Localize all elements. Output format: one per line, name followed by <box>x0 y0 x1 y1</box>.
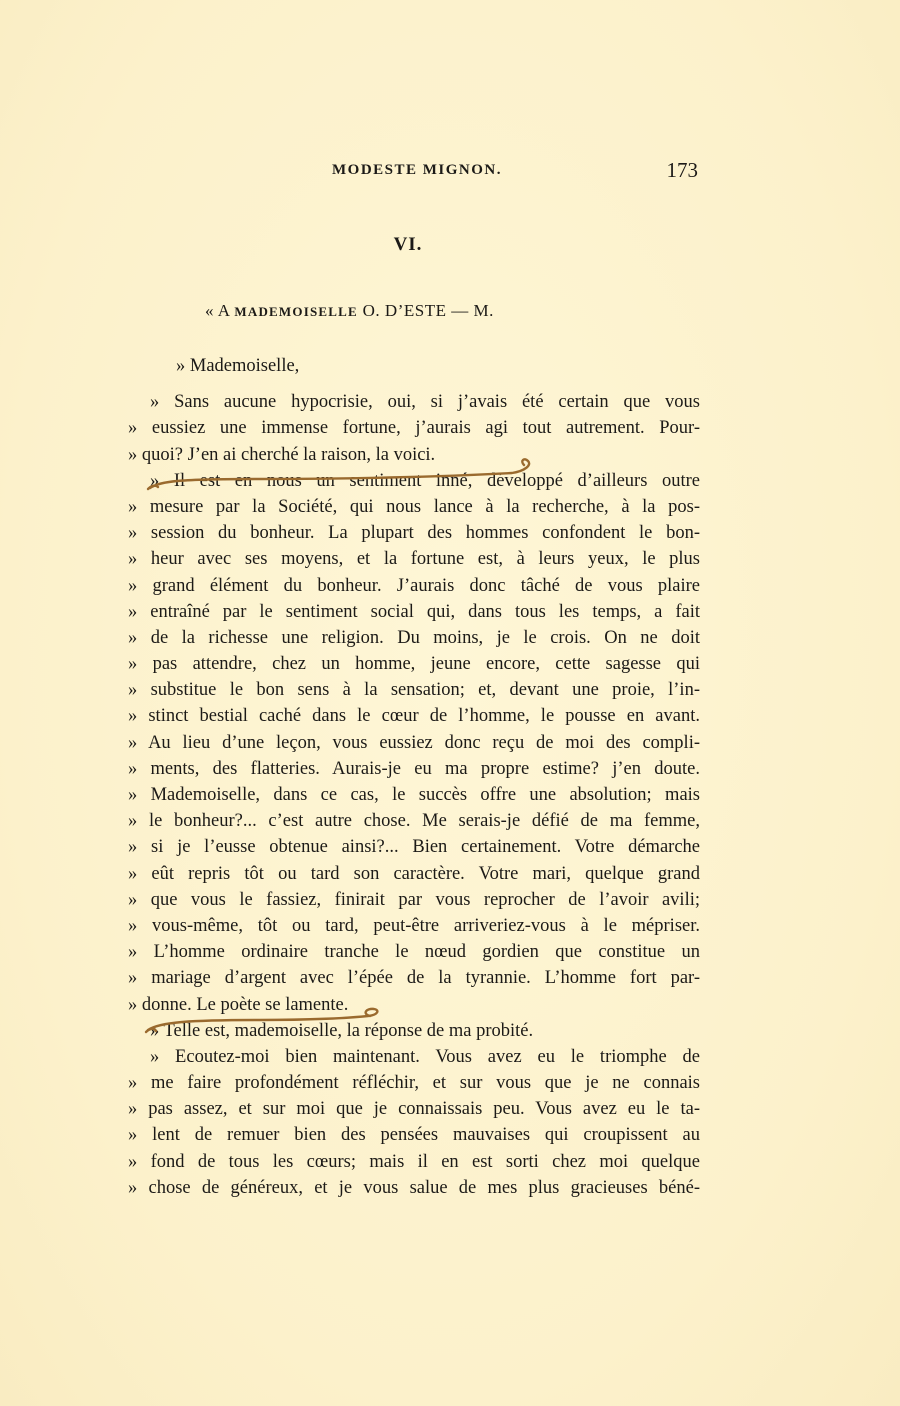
text-line: » fond de tous les cœurs; mais il en est sorti chez moi quelque <box>128 1151 700 1172</box>
page-number: 173 <box>666 158 698 182</box>
text-line: » que vous le fassiez, finirait par vous reprocher de l’avoir avili; <box>128 889 700 910</box>
text-line: » substitue le bon sens à la sensation; et, devant une proie, l’in- <box>128 680 700 701</box>
text-line: » eussiez une immense fortune, j’aurais agi tout autrement. Pour- <box>128 418 700 439</box>
text-line: » L’homme ordinaire tranche le nœud gordien que constitue un <box>128 942 700 963</box>
text-line: » le bonheur?... c’est autre chose. Me serais-je défié de ma femme, <box>128 811 700 832</box>
text-line: » si je l’eusse obtenue ainsi?... Bien certainement. Votre démarche <box>128 837 700 858</box>
letter-heading <box>205 301 494 321</box>
letter-heading-recipient: MADEMOISELLE <box>234 304 358 319</box>
text-line: » eût repris tôt ou tard son caractère. Votre mari, quelque grand <box>128 863 700 884</box>
running-head <box>120 158 700 188</box>
text-line: » pas assez, et sur moi que je connaissais peu. Vous avez eu le ta- <box>128 1099 700 1120</box>
text-line: » Au lieu d’une leçon, vous eussiez donc reçu de moi des compli- <box>128 732 700 753</box>
text-line: » heur avec ses moyens, et la fortune est, à leurs yeux, le plus <box>128 549 700 570</box>
text-line: » Telle est, mademoiselle, la réponse de ma probité. <box>150 1020 534 1041</box>
text-line: » de la richesse une religion. Du moins, je le crois. On ne doit <box>128 627 700 648</box>
salutation: » Mademoiselle, <box>176 356 300 376</box>
text-line: » grand élément du bonheur. J’aurais donc tâché de vous plaire <box>128 575 700 596</box>
text-line: » session du bonheur. La plupart des hommes confondent le bon- <box>128 523 700 544</box>
text-line: » ments, des flatteries. Aurais-je eu ma propre estime? j’en doute. <box>128 758 700 779</box>
text-line: » me faire profondément réfléchir, et sur vous que je ne connais <box>128 1073 700 1094</box>
letter-body <box>128 353 700 1201</box>
text-line: » Sans aucune hypocrisie, oui, si j’avais été certain que vous <box>150 392 700 413</box>
text-line: » vous-même, tôt ou tard, peut-être arriveriez-vous à le mépriser. <box>128 915 700 936</box>
running-title: MODESTE MIGNON. <box>332 162 503 178</box>
text-line: » stinct bestial caché dans le cœur de l’homme, le pousse en avant. <box>128 706 700 727</box>
text-line: » lent de remuer bien des pensées mauvaises qui croupissent au <box>128 1125 700 1146</box>
text-line: » mariage d’argent avec l’épée de la tyrannie. L’homme fort par- <box>128 968 700 989</box>
text-line: » Ecoutez-moi bien maintenant. Vous avez eu le triomphe de <box>150 1046 700 1067</box>
text-line: » pas attendre, chez un homme, jeune encore, cette sagesse qui <box>128 654 700 675</box>
section-number: VI. <box>393 234 423 255</box>
text-line: » entraîné par le sentiment social qui, dans tous les temps, a fait <box>128 601 700 622</box>
text-line: » quoi? J’en ai cherché la raison, la voici. <box>128 444 436 465</box>
letter-heading-rest: O. D’ESTE — M. <box>357 301 494 320</box>
text-line: » donne. Le poète se lamente. <box>128 994 349 1015</box>
letter-heading-quote: « A <box>205 301 235 320</box>
text-line: » Il est en nous un sentiment inné, développé d’ailleurs outre <box>150 470 700 491</box>
text-line: » chose de généreux, et je vous salue de mes plus gracieuses béné- <box>128 1177 700 1198</box>
text-line: » Mademoiselle, dans ce cas, le succès offre une absolution; mais <box>128 785 700 805</box>
text-line: » mesure par la Société, qui nous lance à la recherche, à la pos- <box>128 496 700 517</box>
